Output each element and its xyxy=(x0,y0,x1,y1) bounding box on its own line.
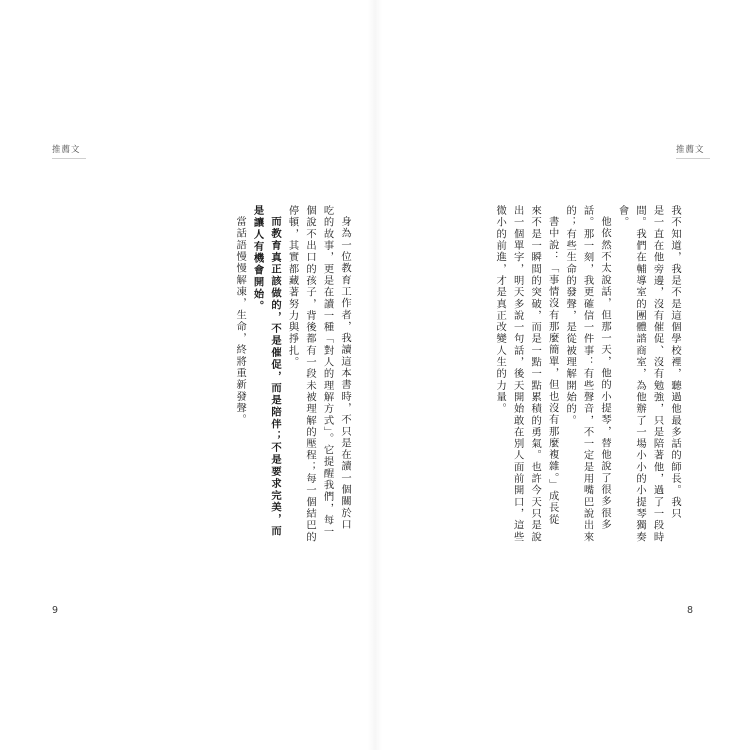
right-page-text-block xyxy=(430,205,680,595)
page-number-left: 9 xyxy=(52,605,59,616)
text-line: 話。那一刻，我更確信一件事：有些聲音，不一定是用嘴巴說出來 xyxy=(581,205,594,543)
text-line: 來不是一瞬間的突破，而是一點一點累積的勇氣。也許今天只是說 xyxy=(529,205,542,543)
page-number-right: 8 xyxy=(687,605,694,616)
text-line: 微小的前進，才是真正改變人生的力量。 xyxy=(494,205,507,415)
text-line: 停頓，其實都藏著努力與掙扎。 xyxy=(286,205,299,369)
text-line: 的；有些生命的發聲，是從被理解開始的。 xyxy=(564,205,577,427)
running-head-rule-left xyxy=(52,158,86,159)
running-head-left: 推薦文 xyxy=(52,145,81,155)
running-head-right: 推薦文 xyxy=(676,145,705,155)
text-line: 當話語慢慢解凍，生命，終將重新發聲。 xyxy=(234,216,247,426)
text-line: 間。我們在輔導室的團體諮商室，為他辦了一場小小的小提琴獨奏 xyxy=(634,205,647,543)
left-page-text-block xyxy=(170,205,350,595)
text-line: 身為一位教育工作者，我讀這本書時，不只是在讀一個關於口 xyxy=(339,216,351,531)
text-line: 書中說：「事情沒有那麼簡單，但也沒有那麼複雜。」成長從 xyxy=(546,216,559,526)
text-line: 會。 xyxy=(616,205,629,229)
text-line: 而教育真正該做的，不是催促，而是陪伴；不是要求完美，而 xyxy=(269,216,282,538)
text-line: 個說不出口的孩子，背後都有一段未被理解的壓程；每一個結巴的 xyxy=(304,205,317,543)
text-line: 我不知道，我是不是這個學校裡，聽過他最多話的師長。我只 xyxy=(669,205,681,520)
text-line: 是一直在他旁邊，沒有催促、沒有勉強，只是陪著他，過了一段時 xyxy=(651,205,664,543)
text-line: 是讓人有機會開始。 xyxy=(251,205,264,313)
text-line: 吃的故事，更是在讀一種「對人的理解方式」。它提醒我們，每一 xyxy=(321,205,334,538)
text-line: 他依然不太說話，但那一天，他的小提琴，替他說了很多很多 xyxy=(599,216,612,531)
text-line: 出一個單字，明天多說一句話，後天開始敢在別人面前開口，這些 xyxy=(511,205,524,543)
running-head-rule-right xyxy=(676,158,710,159)
